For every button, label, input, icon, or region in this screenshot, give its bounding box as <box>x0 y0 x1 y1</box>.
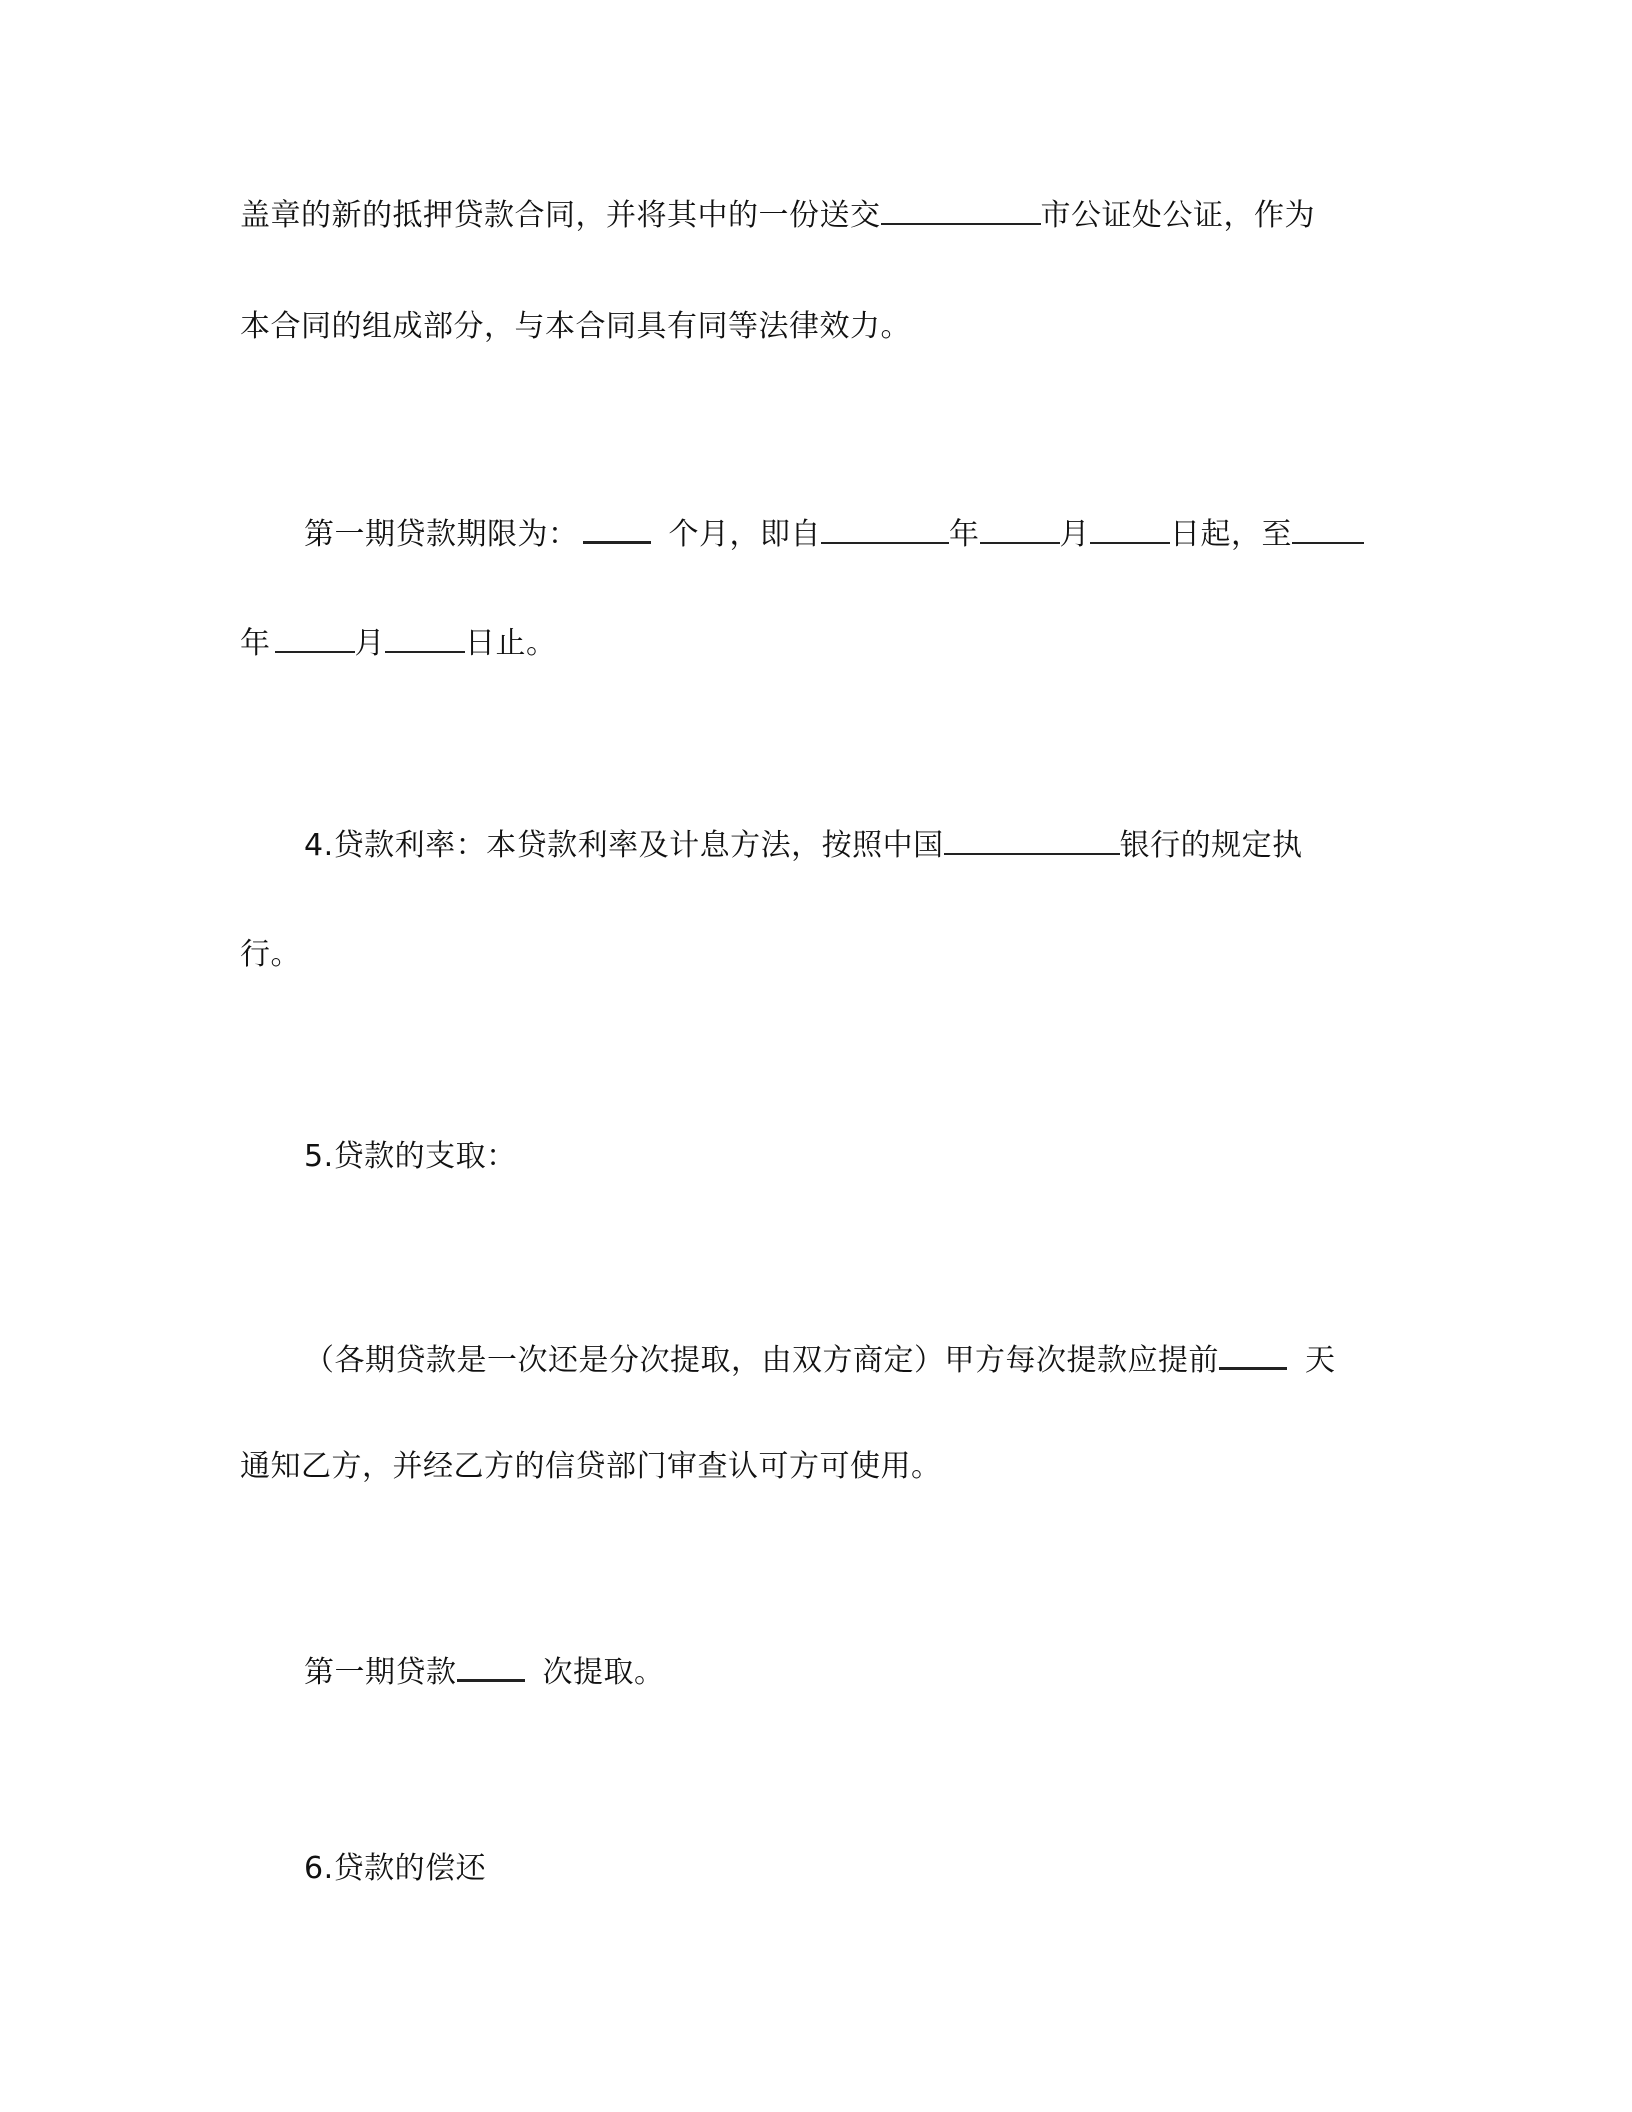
paragraph-6-line-1 <box>304 1649 665 1693</box>
text-segment: 年 <box>949 517 980 552</box>
fill-in-blank <box>583 511 651 544</box>
paragraph-2-line-2 <box>240 621 557 664</box>
text-segment: 个月，即自 <box>668 517 821 552</box>
text-segment: 通知乙方，并经乙方的信贷部门审查认可方可使用。 <box>240 1449 942 1484</box>
text-segment: 本合同的组成部分，与本合同具有同等法律效力。 <box>240 309 911 344</box>
paragraph-5-line-1 <box>304 1337 1336 1381</box>
fill-in-blank <box>1292 512 1364 544</box>
text-segment: 银行的规定执 <box>1119 828 1303 863</box>
paragraph-3-line-1 <box>304 823 1303 866</box>
fill-in-blank <box>275 621 355 653</box>
paragraph-1-line-2 <box>240 307 911 347</box>
text-segment: 第一期贷款 <box>304 1655 457 1690</box>
paragraph-2-line-1 <box>304 511 1364 555</box>
paragraph-5-line-2 <box>240 1447 942 1487</box>
text-segment: 6.贷款的偿还 <box>304 1851 487 1886</box>
text-segment: 4.贷款利率：本贷款利率及计息方法，按照中国 <box>304 828 944 863</box>
text-segment: 天 <box>1305 1343 1336 1378</box>
fill-in-blank <box>385 621 465 653</box>
text-segment: （各期贷款是一次还是分次提取，由双方商定）甲方每次提款应提前 <box>304 1343 1219 1378</box>
text-segment: 行。 <box>240 937 301 972</box>
text-segment: 月 <box>354 626 385 661</box>
fill-in-blank <box>1219 1337 1287 1370</box>
text-segment: 5.贷款的支取： <box>304 1139 517 1174</box>
fill-in-blank <box>881 193 1041 225</box>
fill-in-blank <box>457 1649 525 1682</box>
paragraph-4-line-1 <box>304 1137 517 1177</box>
paragraph-3-line-2 <box>240 935 301 975</box>
paragraph-1-line-1 <box>240 193 1315 236</box>
text-segment: 年 <box>240 626 271 661</box>
text-segment: 日起，至 <box>1170 517 1292 552</box>
text-segment: 市公证处公证，作为 <box>1040 198 1315 233</box>
text-segment: 次提取。 <box>542 1655 665 1690</box>
text-segment: 月 <box>1059 517 1090 552</box>
fill-in-blank <box>821 512 949 544</box>
fill-in-blank <box>980 512 1060 544</box>
text-segment: 第一期贷款期限为： <box>304 517 579 552</box>
paragraph-7-line-1 <box>304 1849 486 1889</box>
fill-in-blank <box>944 823 1120 855</box>
fill-in-blank <box>1090 512 1170 544</box>
text-segment: 日止。 <box>465 626 557 661</box>
text-segment: 盖章的新的抵押贷款合同，并将其中的一份送交 <box>240 198 881 233</box>
